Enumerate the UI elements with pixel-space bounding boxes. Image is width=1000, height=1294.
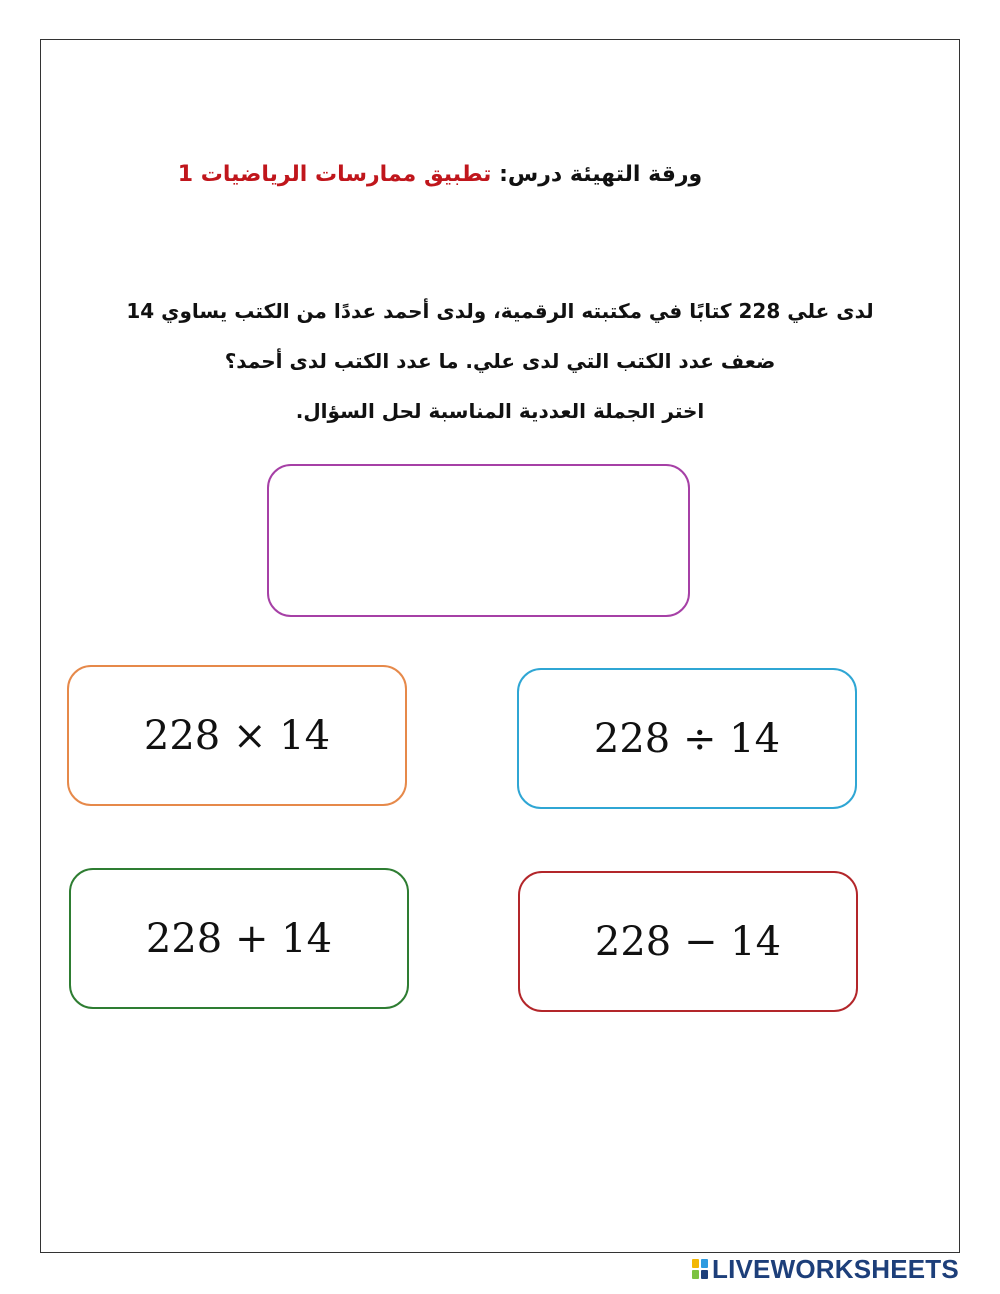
option-add-expression: 228 + 14 [145, 915, 333, 962]
brand-name: LIVEWORKSHEETS [712, 1253, 959, 1284]
title-prefix: ورقة التهيئة درس: [491, 162, 703, 187]
question-line-1: لدى علي 228 كتابًا في مكتبته الرقمية، ولدى أحمد عددًا من الكتب يساوي 14 [126, 299, 874, 323]
worksheet-page [40, 39, 960, 1253]
option-subtract-expression: 228 − 14 [594, 918, 782, 965]
question-text [110, 286, 890, 386]
liveworksheets-logo [692, 1253, 959, 1284]
option-multiply-expression: 228 × 14 [143, 712, 331, 759]
option-multiply-card[interactable] [67, 665, 407, 806]
option-add-card[interactable] [69, 868, 409, 1009]
lesson-name: تطبيق ممارسات الرياضيات 1 [177, 162, 492, 187]
option-subtract-card[interactable] [518, 871, 858, 1012]
option-divide-expression: 228 ÷ 14 [593, 715, 781, 762]
question-line-2: ضعف عدد الكتب التي لدى علي. ما عدد الكتب لدى أحمد؟ [224, 349, 776, 373]
answer-drop-zone[interactable] [267, 464, 690, 617]
worksheet-title [120, 162, 760, 187]
liveworksheets-logo-icon [692, 1259, 708, 1279]
instruction-text: اختر الجملة العددية المناسبة لحل السؤال. [295, 399, 705, 423]
option-divide-card[interactable] [517, 668, 857, 809]
